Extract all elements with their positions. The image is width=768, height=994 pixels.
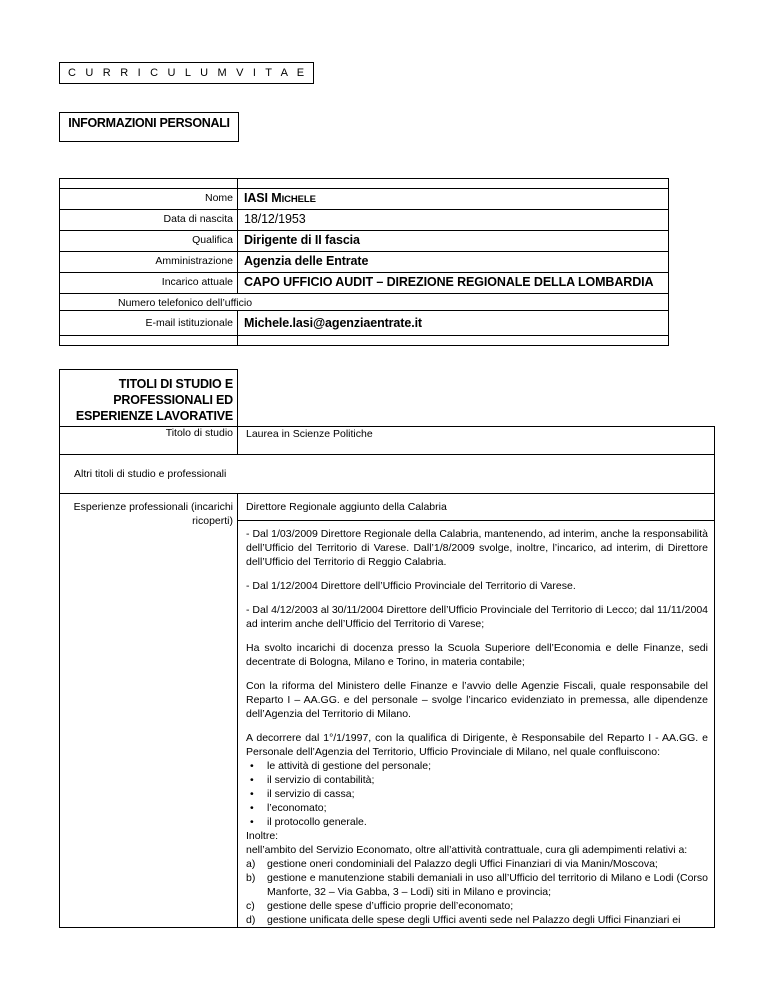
value-incarico: CAPO UFFICIO AUDIT – DIREZIONE REGIONALE DELLA LOMBARDIA: [238, 273, 669, 294]
list-marker: c): [246, 900, 255, 912]
list-text: gestione delle spese d’ufficio proprie dell’economato;: [267, 900, 514, 912]
value-email[interactable]: Michele.lasi@agenziaentrate.it: [238, 311, 669, 336]
bullet-list: [246, 759, 708, 829]
list-marker: a): [246, 858, 256, 870]
value-data-nascita: 18/12/1953: [238, 210, 669, 231]
paragraph: A decorrere dal 1°/1/1997, con la qualifica di Dirigente, è Responsabile del Reparto I - AA.GG. e Personale dell’Agenzia del Territorio, Ufficio Provinciale di Milano, nel quale confluiscono:: [246, 732, 708, 758]
paragraph: - Dal 4/12/2003 al 30/11/2004 Direttore dell’Ufficio Provinciale del Territorio di Lecco; dal 11/11/2004 ad interim anche dell’Ufficio del Territorio di Varese;: [246, 604, 708, 630]
label-altri-titoli: Altri titoli di studio e professionali: [60, 455, 715, 494]
label-titolo-studio: Titolo di studio: [60, 427, 238, 455]
list-item: [246, 857, 708, 871]
value-qualifica: Dirigente di II fascia: [238, 231, 669, 252]
list-item: [246, 913, 708, 927]
esperienze-list: [238, 521, 714, 927]
nome-main: IASI M: [244, 191, 282, 205]
paragraph: nell’ambito del Servizio Economato, oltre all’attività contrattuale, cura gli adempimenti relativi a:: [246, 844, 688, 856]
spacer-cell: [60, 179, 238, 189]
inoltre-label: Inoltre:: [246, 830, 279, 842]
spacer-cell: [238, 336, 669, 346]
spacer-cell: [238, 179, 669, 189]
personal-info-heading-box: [59, 112, 239, 142]
paragraph: Ha svolto incarichi di docenza presso la Scuola Superiore dell’Economia e delle Finanze, sedi decentrate di Bologna, Milano e Torino, in materia contabile;: [246, 642, 708, 668]
list-text: gestione unificata delle spese degli Uffici aventi sede nel Palazzo degli Uffici Finanziari ei: [267, 914, 681, 926]
nome-smallcaps: ICHELE: [281, 194, 316, 205]
value-amministrazione: Agenzia delle Entrate: [238, 252, 669, 273]
list-item: • il servizio di cassa;: [246, 787, 708, 801]
esperienze-cell: [238, 494, 715, 928]
studies-table: [59, 369, 715, 928]
label-esperienze: Esperienze professionali (incarichi ricoperti): [60, 494, 238, 928]
list-marker: b): [246, 872, 256, 884]
personal-info-heading: INFORMAZIONI PERSONALI: [68, 116, 230, 130]
paragraph: - Dal 1/03/2009 Direttore Regionale della Calabria, mantenendo, ad interim, anche la responsabilità dell’Ufficio del Territorio di Varese. Dall’1/8/2009 svolge, inoltre, l’incarico, ad interim, di Direttore dell’Ufficio del Territorio di Reggio Calabria.: [246, 528, 708, 568]
label-nome: Nome: [60, 189, 238, 210]
label-email: E-mail istituzionale: [60, 311, 238, 336]
label-amministrazione: Amministrazione: [60, 252, 238, 273]
list-item: [246, 871, 708, 899]
final-block: [246, 731, 708, 927]
list-text: gestione e manutenzione stabili demaniali in uso all’Ufficio del territorio di Milano e Lodi (Corso Manforte, 32 – Via Gabba, 3 – Lodi) siti in Milano e provincia;: [267, 872, 708, 898]
studies-heading: TITOLI DI STUDIO E PROFESSIONALI ED ESPERIENZE LAVORATIVE: [60, 370, 238, 427]
label-data-nascita: Data di nascita: [60, 210, 238, 231]
label-telefono: Numero telefonico dell’ufficio: [60, 294, 669, 311]
label-incarico: Incarico attuale: [60, 273, 238, 294]
paragraph: Con la riforma del Ministero delle Finanze e l’avvio delle Agenzie Fiscali, quale responsabile del Reparto I – AA.GG. e del personale – svolge l’incarico evidenziato in premessa, alle dipendenze dell’Agenzia del Territorio di Milano.: [246, 680, 708, 720]
empty-cell: [238, 370, 715, 427]
value-titolo-studio: Laurea in Scienze Politiche: [238, 427, 715, 455]
list-item: • le attività di gestione del personale;: [246, 759, 708, 773]
value-nome: [238, 189, 669, 210]
cv-title: [59, 62, 314, 84]
esperienza-corrente: Direttore Regionale aggiunto della Calabria: [238, 494, 714, 521]
list-item: • il protocollo generale.: [246, 815, 708, 829]
list-item: • l’economato;: [246, 801, 708, 815]
personal-info-table: [59, 178, 669, 346]
list-text: gestione oneri condominiali del Palazzo degli Uffici Finanziari di via Manin/Moscova;: [267, 858, 658, 870]
spacer-cell: [60, 336, 238, 346]
cv-title-text: C U R R I C U L U M V I T A E: [68, 67, 308, 79]
label-qualifica: Qualifica: [60, 231, 238, 252]
list-item: [246, 899, 708, 913]
lettered-list: [246, 857, 708, 927]
paragraph: - Dal 1/12/2004 Direttore dell’Ufficio Provinciale del Territorio di Varese.: [246, 580, 576, 592]
list-marker: d): [246, 914, 256, 926]
list-item: • il servizio di contabilità;: [246, 773, 708, 787]
